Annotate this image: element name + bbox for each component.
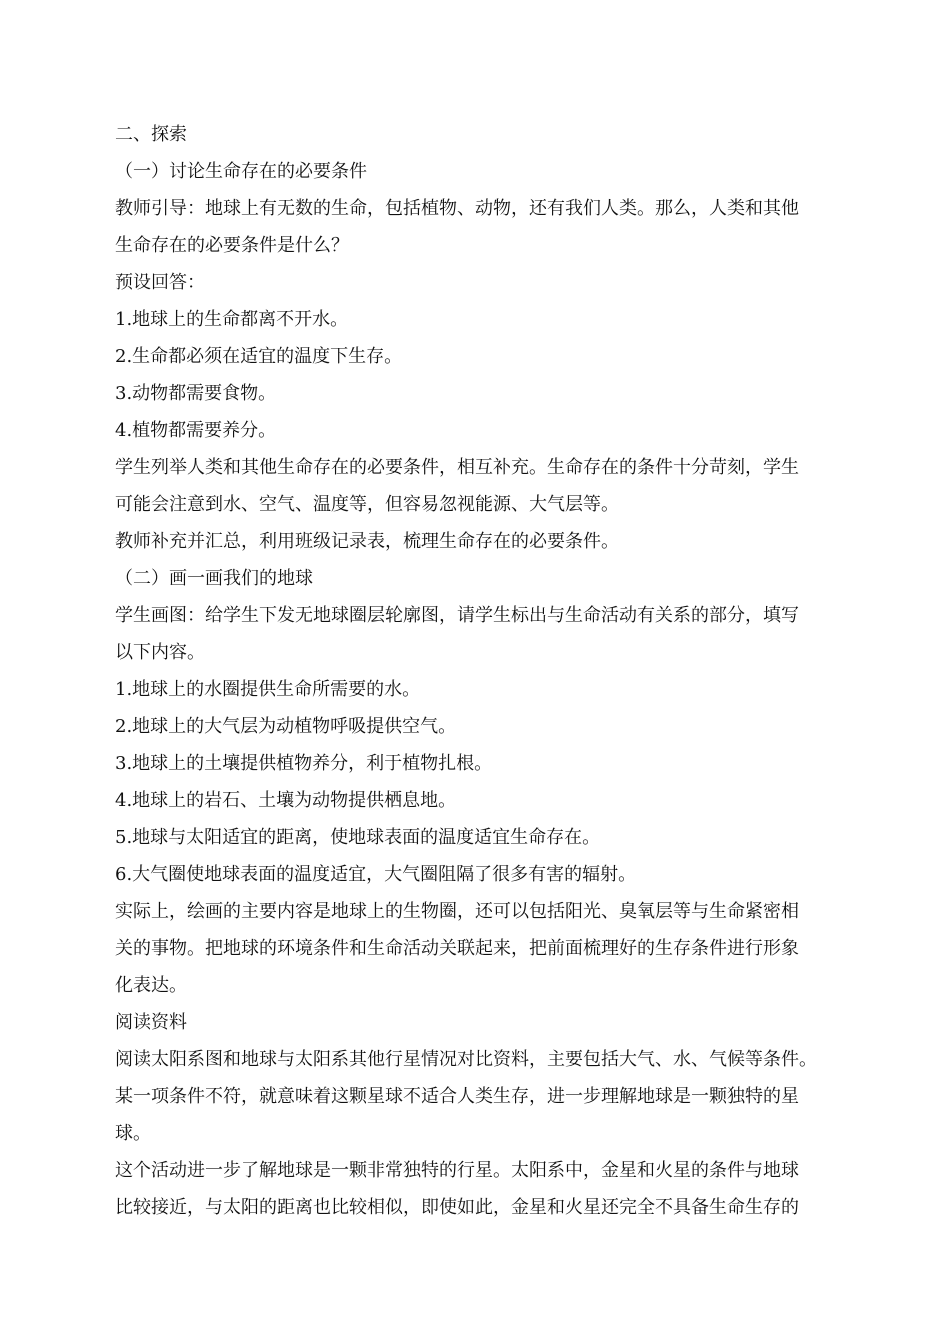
list-item: 4.植物都需要养分。 [115, 420, 277, 441]
text-line: 实际上，绘画的主要内容是地球上的生物圈，还可以包括阳光、臭氧层等与生命紧密相 [115, 901, 799, 922]
text-line: 教师补充并汇总，利用班级记录表，梳理生命存在的必要条件。 [115, 531, 619, 552]
text-line: 球。 [115, 1123, 151, 1144]
list-item: 1.地球上的生命都离不开水。 [115, 309, 349, 330]
text-line: 比较接近，与太阳的距离也比较相似，即使如此，金星和火星还完全不具备生命生存的 [115, 1197, 799, 1218]
text-line: 预设回答： [115, 272, 205, 293]
subsection-heading-1: （一）讨论生命存在的必要条件 [115, 161, 367, 182]
list-item: 3.动物都需要食物。 [115, 383, 277, 404]
text-line: 生命存在的必要条件是什么？ [115, 235, 349, 256]
text-line: 关的事物。把地球的环境条件和生命活动关联起来，把前面梳理好的生存条件进行形象 [115, 938, 799, 959]
text-line: 以下内容。 [115, 642, 205, 663]
list-item: 3.地球上的土壤提供植物养分，利于植物扎根。 [115, 753, 493, 774]
text-line: 某一项条件不符，就意味着这颗星球不适合人类生存，进一步理解地球是一颗独特的星 [115, 1086, 799, 1107]
document-body [115, 116, 840, 1226]
text-line: 学生列举人类和其他生命存在的必要条件，相互补充。生命存在的条件十分苛刻，学生 [115, 457, 799, 478]
section-heading-reading: 阅读资料 [115, 1012, 187, 1033]
list-item: 1.地球上的水圈提供生命所需要的水。 [115, 679, 421, 700]
list-item: 6.大气圈使地球表面的温度适宜，大气圈阻隔了很多有害的辐射。 [115, 864, 637, 885]
text-line: 化表达。 [115, 975, 187, 996]
text-line: 这个活动进一步了解地球是一颗非常独特的行星。太阳系中，金星和火星的条件与地球 [115, 1160, 799, 1181]
list-item: 2.生命都必须在适宜的温度下生存。 [115, 346, 403, 367]
text-line: 教师引导：地球上有无数的生命，包括植物、动物，还有我们人类。那么，人类和其他 [115, 198, 799, 219]
text-line: 阅读太阳系图和地球与太阳系其他行星情况对比资料，主要包括大气、水、气候等条件。 [115, 1049, 817, 1070]
text-line: 学生画图：给学生下发无地球圈层轮廓图，请学生标出与生命活动有关系的部分，填写 [115, 605, 799, 626]
text-line: 可能会注意到水、空气、温度等，但容易忽视能源、大气层等。 [115, 494, 619, 515]
list-item: 4.地球上的岩石、土壤为动物提供栖息地。 [115, 790, 457, 811]
list-item: 2.地球上的大气层为动植物呼吸提供空气。 [115, 716, 457, 737]
subsection-heading-2: （二）画一画我们的地球 [115, 568, 313, 589]
list-item: 5.地球与太阳适宜的距离，使地球表面的温度适宜生命存在。 [115, 827, 601, 848]
section-heading-explore: 二、探索 [115, 124, 187, 145]
